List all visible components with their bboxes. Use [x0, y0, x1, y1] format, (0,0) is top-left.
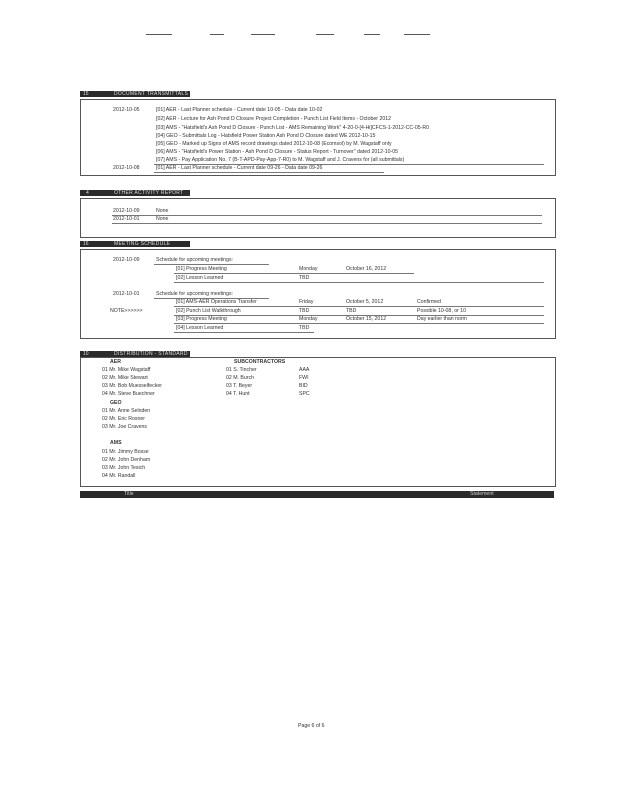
- meeting-label: [01] AMS-AER Operations Transfer: [176, 299, 257, 305]
- transmittal-item: [05] GEO - Marked up Signs of AMS record drawings dated 2012-10-08 (Ecomsol) by M. Wagstaff only: [156, 141, 392, 147]
- header-rule: [404, 34, 430, 35]
- meeting-label: [02] Lesson Learned: [176, 275, 224, 281]
- group-heading: SUBCONTRACTORS: [234, 359, 286, 365]
- entry-date: 2012-10-08: [113, 165, 140, 171]
- distribution-name: 02 Mr. Mike Stewart: [102, 375, 148, 381]
- entry-date: 2012-10-09: [113, 208, 140, 214]
- row-rule: [154, 264, 269, 265]
- subcontractor-code: AAA: [299, 367, 310, 373]
- subcontractor-code: BID: [299, 383, 308, 389]
- distribution-name: 01 Mr. Mike Wagstaff: [102, 367, 151, 373]
- page-number: Page 6 of 6: [298, 723, 325, 729]
- subcontractor-code: SPC: [299, 391, 310, 397]
- distribution-name: 03 Mr. Bob Muesselfecker: [102, 383, 162, 389]
- subcontractor-code: FWI: [299, 375, 309, 381]
- entry-date: 2012-10-09: [113, 257, 140, 263]
- distribution-name: 02 Mr. John Denham: [102, 457, 151, 463]
- meeting-day: TBD: [299, 308, 310, 314]
- section-title: DISTRIBUTION - STANDARD: [114, 351, 188, 357]
- group-heading: AER: [110, 359, 121, 365]
- transmittal-item: [01] AER - Last Planner schedule - Current date 09-26 - Data date 09-26: [156, 165, 323, 171]
- subcontractor-name: 03 T. Beyer: [226, 383, 253, 389]
- row-rule: [174, 273, 414, 274]
- meeting-day: TBD: [299, 325, 310, 331]
- entry-text: None: [156, 208, 169, 214]
- subcontractor-name: 02 M. Burch: [226, 375, 254, 381]
- header-rule: [316, 34, 334, 35]
- subcontractor-name: 04 T. Hunt: [226, 391, 250, 397]
- meeting-date: October 16, 2012: [346, 266, 387, 272]
- meeting-label: [01] Progress Meeting: [176, 266, 227, 272]
- section-title: OTHER ACTIVITY REPORT: [114, 190, 184, 196]
- transmittal-item: [02] AER - Lecture for Ash Pond D Closure Project Completion - Punch List Field Items - October 2012: [156, 116, 391, 122]
- row-rule: [112, 215, 542, 216]
- header-rule: [364, 34, 380, 35]
- transmittal-item: [03] AMS - "Hatsfield's Ash Pond D Closure - Punch List - AMS Remaining Work" 4-20-0-[4-Hi]CFCS-1-2012-CC-05-R0: [156, 125, 429, 131]
- section-box: [80, 249, 556, 339]
- distribution-name: 02 Mr. Eric Rosner: [102, 416, 145, 422]
- distribution-name: 01 Mr. Anne Selnden: [102, 408, 151, 414]
- footer-left-text: Title: [124, 491, 134, 497]
- group-heading: AMS: [110, 440, 122, 446]
- section-number: 4: [86, 190, 89, 196]
- row-rule: [112, 223, 542, 224]
- distribution-name: 01 Mr. Jimmy Bosse: [102, 449, 149, 455]
- meeting-date: TBD: [346, 308, 357, 314]
- header-rule: [146, 34, 172, 35]
- distribution-name: 04 Mr. Steve Buechner: [102, 391, 155, 397]
- row-rule: [174, 332, 314, 333]
- distribution-name: 03 Mr. John Tesich: [102, 465, 146, 471]
- meeting-day: TBD: [299, 275, 310, 281]
- section-number: 15: [83, 91, 89, 97]
- section-box: [80, 198, 556, 238]
- note-label: NOTE>>>>>>: [110, 308, 143, 314]
- entry-date: 2012-10-05: [113, 107, 140, 113]
- group-heading: GEO: [110, 400, 122, 406]
- meeting-day: Monday: [299, 316, 318, 322]
- entry-date: 2012-10-01: [113, 291, 140, 297]
- row-rule: [174, 306, 544, 307]
- distribution-name: 04 Mr. Randall: [102, 473, 136, 479]
- transmittal-item: [04] GEO - Submittals Log - Hatsfield Power Station Ash Pond D Closure dated WE 2012-10-15: [156, 133, 376, 139]
- subcontractor-name: 01 S. Tincher: [226, 367, 257, 373]
- distribution-name: 03 Mr. Joe Cravens: [102, 424, 147, 430]
- section-number: 16: [83, 241, 89, 247]
- entry-text: None: [156, 216, 169, 222]
- header-rule: [210, 34, 224, 35]
- meetings-heading: Schedule for upcoming meetings:: [156, 257, 233, 263]
- meeting-label: [03] Progress Meeting: [176, 316, 227, 322]
- meeting-note: Confirmed: [417, 299, 441, 305]
- meeting-day: Monday: [299, 266, 318, 272]
- footer-right-text: Statement: [470, 491, 494, 497]
- meeting-day: Friday: [299, 299, 314, 305]
- transmittal-item: [07] AMS - Pay Application No. 7 (B-T-APD-Pay-App-7-R0) to M. Wagstaff and J. Cravens for (all submittals): [156, 157, 405, 163]
- header-rule: [251, 34, 275, 35]
- meeting-note: Day earlier than norm: [417, 316, 467, 322]
- transmittal-item: [06] AMS - "Hatsfield's Power Station - Ash Pond D Closure - Status Report - Turnover" dated 2012-10-05: [156, 149, 398, 155]
- row-rule: [174, 282, 544, 283]
- meeting-date: October 5, 2012: [346, 299, 384, 305]
- entry-date: 2012-10-01: [113, 216, 140, 222]
- section-box: [80, 357, 556, 487]
- meetings-heading: Schedule for upcoming meetings:: [156, 291, 233, 297]
- meeting-label: [02] Punch List Walkthrough: [176, 308, 241, 314]
- row-rule: [154, 172, 384, 173]
- row-rule: [174, 323, 544, 324]
- section-number: 10: [83, 351, 89, 357]
- section-title: MEETING SCHEDULE: [114, 241, 171, 247]
- transmittal-item: [01] AER - Last Planner schedule - Current date 10-05 - Data date 10-02: [156, 107, 323, 113]
- meeting-note: Possible 10-08, or 10: [417, 308, 467, 314]
- meeting-date: October 15, 2012: [346, 316, 387, 322]
- meeting-label: [04] Lesson Learned: [176, 325, 224, 331]
- section-title: DOCUMENT TRANSMITTALS: [114, 91, 189, 97]
